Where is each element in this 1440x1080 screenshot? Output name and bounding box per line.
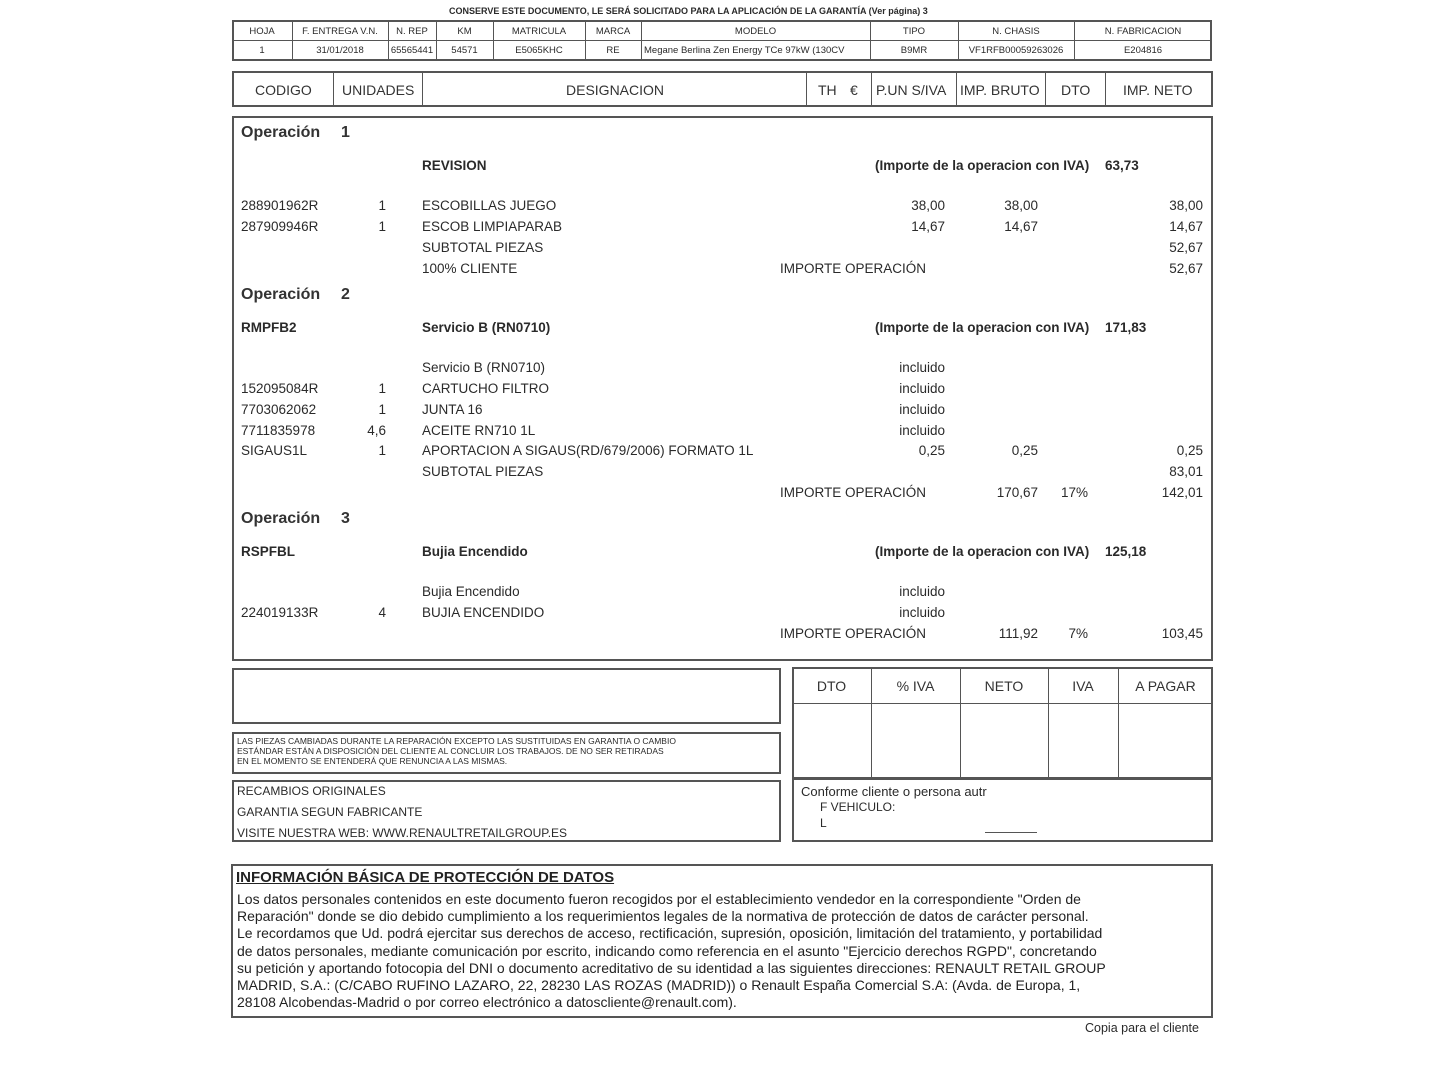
- privacy-line: Los datos personales contenidos en este documento fueron recogidos por el establecimiento vendedor en la correspondiente "Orden de: [237, 891, 1081, 907]
- line-description: ACEITE RN710 1L: [422, 423, 536, 438]
- col-codigo: CODIGO: [255, 82, 312, 98]
- totals-a-pagar: A PAGAR: [1135, 678, 1196, 694]
- vehicle-value-tipo: B9MR: [900, 45, 928, 56]
- line-units: 1: [378, 381, 386, 396]
- line-description: Bujia Encendido: [422, 584, 520, 599]
- signature-stroke: [985, 832, 1037, 833]
- privacy-line: su petición y aportando fotocopia del DNI o documento acreditativo de su identidad a las siguientes direcciones: RENAULT RETAIL GROUP: [237, 959, 1106, 976]
- line-code: 224019133R: [241, 605, 319, 620]
- line-code: 152095084R: [241, 381, 319, 396]
- operation-label: Operación: [241, 510, 321, 527]
- operation-iva-label: (Importe de la operacion con IVA): [875, 544, 1090, 559]
- line-gross: 111,92: [998, 626, 1038, 641]
- line-discount: 17%: [1060, 485, 1088, 500]
- notice-line: EN EL MOMENTO SE ENTENDERÁ QUE RENUNCIA A LAS MISMAS.: [237, 756, 508, 766]
- line-description: BUJIA ENCENDIDO: [422, 605, 545, 620]
- privacy-title: INFORMACIÓN BÁSICA DE PROTECCIÓN DE DATOS: [236, 869, 615, 886]
- warranty-caption: CONSERVE ESTE DOCUMENTO, LE SERÁ SOLICITADO PARA LA APLICACIÓN DE LA GARANTÍA (Ver página) 3: [449, 6, 928, 16]
- vehicle-value-entrega: 31/01/2018: [316, 45, 364, 56]
- operation-number: 3: [341, 510, 350, 527]
- privacy-line: de datos personales, mediante comunicación por escrito, indicando como referencia en el asunto "Ejercicio derechos RGPD", concretando: [237, 942, 1097, 959]
- line-net: 0,25: [1176, 443, 1203, 458]
- privacy-line: Le recordamos que Ud. podrá ejercitar sus derechos de acceso, rectificación, supresión, oposición, limitación del tratamiento, y portabilidad: [237, 925, 1103, 942]
- line-price-unit: incluido: [899, 360, 945, 375]
- operation-number: 1: [341, 124, 350, 141]
- line-units: 1: [378, 219, 386, 234]
- signature-line1: Conforme cliente o persona autr: [801, 784, 987, 799]
- signature-line3: L: [820, 816, 827, 830]
- col-th: TH: [818, 82, 837, 98]
- operation-code: RSPFBL: [241, 544, 295, 559]
- line-units: 1: [378, 443, 386, 458]
- privacy-line: MADRID, S.A.: (C/CABO RUFINO LAZARO, 22, 28230 LAS ROZAS (MADRID)) o Renault España Comercial S.A: (Avda. de Europa, 1,: [237, 977, 1081, 993]
- col-designacion: DESIGNACION: [566, 82, 665, 98]
- vehicle-label-modelo: MODELO: [734, 26, 777, 37]
- totals-iva: IVA: [1072, 678, 1094, 694]
- vehicle-label-hoja: HOJA: [249, 26, 275, 37]
- col-pun: P.UN S/IVA: [876, 82, 947, 98]
- col-neto: IMP. NETO: [1123, 82, 1193, 98]
- vehicle-label-fabricacion: N. FABRICACION: [1104, 26, 1182, 37]
- vehicle-label-entrega: F. ENTREGA V.N.: [302, 26, 378, 37]
- privacy-line: Reparación" donde se dio debido cumplimiento a los requerimientos legales de la normativa de protección de datos de carácter personal.: [237, 908, 1089, 925]
- vehicle-label-km: KM: [457, 26, 472, 37]
- operation-code: RMPFB2: [241, 320, 297, 335]
- vehicle-label-tipo: TIPO: [902, 26, 926, 37]
- col-unidades: UNIDADES: [342, 82, 415, 98]
- vehicle-value-modelo: Megane Berlina Zen Energy TCe 97kW (130CV: [644, 45, 845, 56]
- col-bruto: IMP. BRUTO: [960, 82, 1040, 98]
- remarks-box: [232, 668, 781, 724]
- vehicle-value-fabricacion: E204816: [1123, 45, 1163, 56]
- operation-label: Operación: [241, 286, 321, 303]
- line-net: 52,67: [1169, 261, 1203, 276]
- vehicle-value-matricula: E5065KHC: [515, 45, 563, 56]
- notice-line: ESTÁNDAR ESTÁN A DISPOSICIÓN DEL CLIENTE AL CONCLUIR LOS TRABAJOS. DE NO SER RETIRADAS: [237, 746, 664, 756]
- line-gross: 38,00: [1004, 198, 1038, 213]
- line-description: CARTUCHO FILTRO: [422, 381, 550, 396]
- line-units: 1: [378, 198, 386, 213]
- line-units: 1: [378, 402, 386, 417]
- line-net: 52,67: [1169, 240, 1203, 255]
- vehicle-value-chasis: VF1RFB00059263026: [968, 45, 1064, 56]
- line-price-unit: 0,25: [918, 443, 945, 458]
- line-description: SUBTOTAL PIEZAS: [422, 240, 544, 255]
- footer-copy: Copia para el cliente: [1085, 1021, 1199, 1035]
- vehicle-label-matricula: MATRICULA: [511, 26, 567, 37]
- vehicle-label-rep: N. REP: [396, 26, 428, 37]
- col-euro: €: [850, 82, 858, 98]
- line-net: 14,67: [1169, 219, 1203, 234]
- line-gross: 170,67: [996, 485, 1038, 500]
- notice-line: LAS PIEZAS CAMBIADAS DURANTE LA REPARACIÓN EXCEPTO LAS SUSTITUIDAS EN GARANTIA O CAMBIO: [237, 736, 676, 746]
- line-price-unit: incluido: [899, 605, 945, 620]
- operation-iva-value: 125,18: [1105, 544, 1147, 559]
- operation-number: 2: [341, 286, 350, 303]
- operation-iva-label: (Importe de la operacion con IVA): [875, 158, 1090, 173]
- line-code: 287909946R: [241, 219, 319, 234]
- operation-title: Bujia Encendido: [422, 544, 528, 559]
- line-code: 288901962R: [241, 198, 319, 213]
- vehicle-value-km: 54571: [451, 45, 478, 56]
- col-dto: DTO: [1061, 82, 1091, 98]
- line-net: 103,45: [1161, 626, 1203, 641]
- line-price-unit: incluido: [899, 402, 945, 417]
- line-price-unit: incluido: [899, 584, 945, 599]
- operation-title: Servicio B (RN0710): [422, 320, 551, 335]
- line-description: APORTACION A SIGAUS(RD/679/2006) FORMATO 1L: [422, 443, 754, 458]
- vehicle-value-rep: 65565441: [390, 45, 434, 56]
- line-gross: 0,25: [1011, 443, 1038, 458]
- signature-line2: F VEHICULO:: [820, 800, 896, 814]
- info-line: RECAMBIOS ORIGINALES: [237, 784, 386, 798]
- totals-dto: DTO: [816, 678, 847, 694]
- line-price-unit: 38,00: [911, 198, 945, 213]
- line-price-unit: incluido: [899, 423, 945, 438]
- info-line: GARANTIA SEGUN FABRICANTE: [237, 805, 423, 819]
- info-line: VISITE NUESTRA WEB: WWW.RENAULTRETAILGROUP.ES: [237, 826, 568, 840]
- line-price-unit: incluido: [899, 381, 945, 396]
- operation-iva-value: 63,73: [1105, 158, 1139, 173]
- vehicle-value-hoja: 1: [259, 45, 265, 56]
- privacy-line: 28108 Alcobendas-Madrid o por correo electrónico a datoscliente@renault.com).: [237, 994, 737, 1011]
- operation-iva-label: (Importe de la operacion con IVA): [875, 320, 1090, 335]
- totals-iva-pct: % IVA: [896, 678, 935, 694]
- line-importe-label: IMPORTE OPERACIÓN: [780, 261, 927, 276]
- totals-neto: NETO: [984, 678, 1024, 694]
- line-code: SIGAUS1L: [241, 443, 308, 458]
- line-code: 7711835978: [241, 423, 316, 438]
- line-units: 4: [378, 605, 386, 620]
- line-description: 100% CLIENTE: [422, 261, 518, 276]
- line-net: 83,01: [1169, 464, 1203, 479]
- line-net: 38,00: [1169, 198, 1203, 213]
- operation-iva-value: 171,83: [1105, 320, 1147, 335]
- line-importe-label: IMPORTE OPERACIÓN: [780, 485, 927, 500]
- operation-label: Operación: [241, 124, 321, 141]
- line-price-unit: 14,67: [911, 219, 945, 234]
- operation-title: REVISION: [422, 158, 487, 173]
- line-code: 7703062062: [241, 402, 317, 417]
- line-description: ESCOBILLAS JUEGO: [422, 198, 557, 213]
- vehicle-label-marca: MARCA: [595, 26, 631, 37]
- line-net: 142,01: [1161, 485, 1203, 500]
- line-description: SUBTOTAL PIEZAS: [422, 464, 544, 479]
- line-units: 4,6: [367, 423, 386, 438]
- line-discount: 7%: [1068, 626, 1088, 641]
- vehicle-label-chasis: N. CHASIS: [992, 26, 1040, 37]
- line-description: ESCOB LIMPIAPARAB: [422, 219, 563, 234]
- line-description: JUNTA 16: [422, 402, 483, 417]
- line-gross: 14,67: [1004, 219, 1038, 234]
- line-importe-label: IMPORTE OPERACIÓN: [780, 626, 927, 641]
- vehicle-value-marca: RE: [606, 45, 620, 56]
- line-description: Servicio B (RN0710): [422, 360, 546, 375]
